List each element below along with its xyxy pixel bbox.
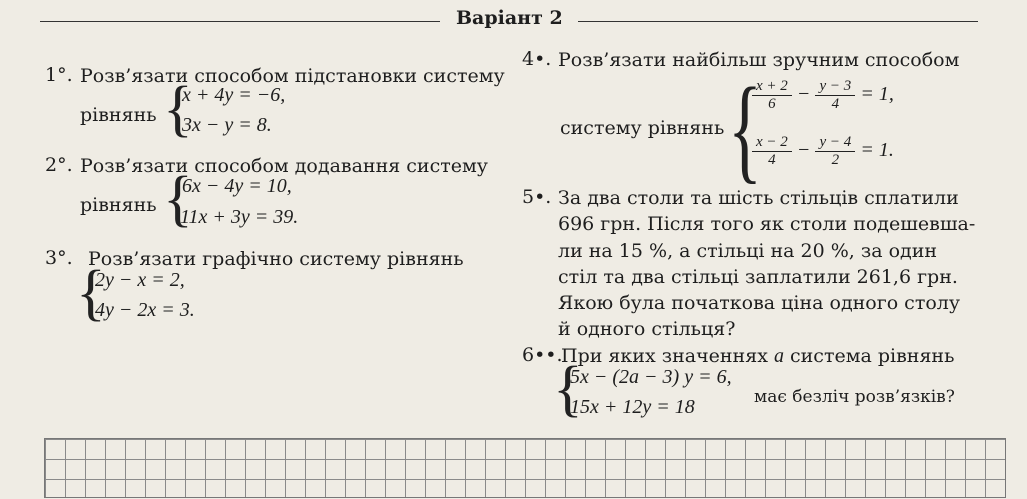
task-line: За два столи та шість стільців сплатили: [558, 187, 959, 209]
task-number: 1°.: [45, 64, 73, 86]
system-brace: {: [163, 165, 193, 233]
task-number: 4•.: [522, 48, 552, 70]
fraction: $\frac{x - 2}{4}$: [752, 134, 792, 169]
task-tail: має безліч розв’язків?: [754, 387, 955, 407]
parameter: a: [773, 345, 784, 367]
fraction: $\frac{x + 2}{6}$: [752, 78, 792, 113]
statement-part: При яких значеннях: [561, 345, 774, 367]
statement-part: система рівнянь: [783, 345, 955, 367]
rhs: = 1.: [860, 139, 894, 161]
task-statement: Розв’язати графічно систему рівнянь: [88, 248, 464, 270]
task-statement: [561, 344, 954, 368]
task-statement: Розв’язати способом підстановки систему: [80, 65, 505, 87]
task-number: 5•.: [522, 186, 552, 208]
header-rule-right: [578, 21, 978, 22]
task-statement: Розв’язати найбільш зручним способом: [558, 49, 960, 71]
task-line: Якою була початкова ціна одного столу: [558, 292, 961, 314]
equation-1: 6x − 4y = 10,: [182, 175, 292, 197]
equation-1: x + 4y = −6,: [182, 84, 286, 106]
operator: −: [796, 139, 811, 161]
equation-1: [752, 78, 894, 113]
task-number: 2°.: [45, 154, 73, 176]
system-brace: {: [76, 259, 106, 327]
equation-2: 15x + 12y = 18: [570, 396, 695, 418]
fraction: $\frac{y - 4}{2}$: [815, 134, 855, 169]
task-line: стіл та два стільці заплатили 261,6 грн.: [558, 266, 958, 288]
equation-1: 2y − x = 2,: [95, 269, 185, 291]
task-line: ли на 15 %, а стільці на 20 %, за один: [558, 240, 938, 262]
task-label: рівнянь: [80, 104, 157, 126]
rhs: = 1,: [860, 83, 894, 105]
variant-title: Варіант 2: [456, 7, 563, 29]
header-rule-left: [40, 21, 440, 22]
equation-2: 4y − 2x = 3.: [95, 299, 195, 321]
system-brace: {: [728, 63, 762, 194]
answer-grid[interactable]: [44, 438, 1006, 498]
system-brace: {: [163, 75, 193, 143]
fraction: $\frac{y - 3}{4}$: [815, 78, 855, 113]
task-label: систему рівнянь: [560, 117, 725, 139]
equation-2: [752, 134, 894, 169]
task-line: 696 грн. Після того як столи подешевша-: [558, 213, 976, 235]
operator: −: [796, 83, 811, 105]
equation-2: 3x − y = 8.: [182, 114, 272, 136]
equation-1: 5x − (2a − 3) y = 6,: [570, 366, 732, 388]
task-number: 3°.: [45, 247, 73, 269]
system-brace: {: [553, 355, 583, 423]
task-label: рівнянь: [80, 194, 157, 216]
task-line: й одного стільця?: [558, 318, 736, 340]
task-statement: Розв’язати способом додавання систему: [80, 155, 488, 177]
task-number: 6••.: [522, 344, 563, 366]
equation-2: 11x + 3y = 39.: [180, 206, 299, 228]
